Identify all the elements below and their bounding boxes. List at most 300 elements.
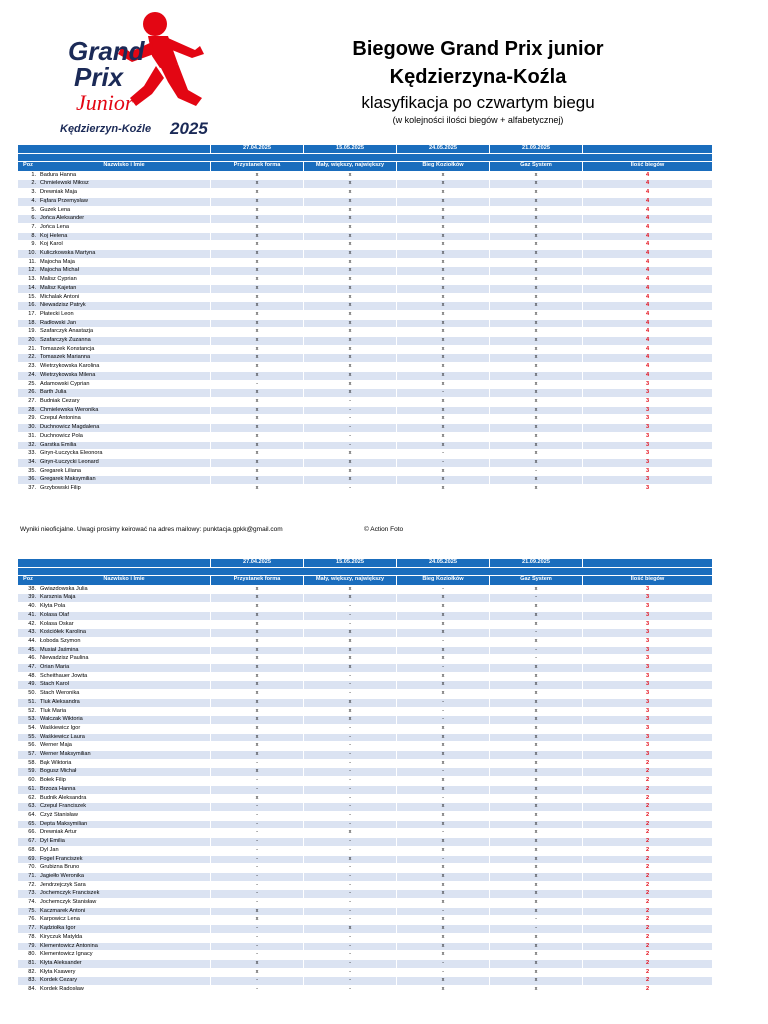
race-mark-cell: - xyxy=(397,664,489,673)
table-row xyxy=(18,959,712,968)
race-mark-cell: - xyxy=(211,855,303,864)
race-mark-cell: x xyxy=(304,180,396,189)
race-mark-cell: x xyxy=(490,415,582,424)
race-mark-cell: x xyxy=(397,380,489,389)
race-mark-cell: x xyxy=(304,171,396,180)
race-mark-cell: x xyxy=(211,241,303,250)
race-count-cell: 4 xyxy=(583,319,712,328)
name-cell: Dyl Jan xyxy=(38,846,210,855)
table-row xyxy=(18,345,712,354)
table-row xyxy=(18,899,712,908)
table-row xyxy=(18,476,712,485)
race-count-cell: 3 xyxy=(583,637,712,646)
race-count-cell: 4 xyxy=(583,241,712,250)
position-cell: 36. xyxy=(18,476,38,485)
race-mark-cell: x xyxy=(490,811,582,820)
race-count-cell: 3 xyxy=(583,742,712,751)
date-band-empty xyxy=(18,559,38,568)
race-mark-cell: x xyxy=(304,206,396,215)
column-header-row xyxy=(18,161,712,171)
col-header-race: Bieg Koziołków xyxy=(397,575,489,585)
race-count-cell: 2 xyxy=(583,916,712,925)
name-cell: Koj Helena xyxy=(38,232,210,241)
race-count-cell: 4 xyxy=(583,293,712,302)
position-cell: 54. xyxy=(18,724,38,733)
name-cell: Budniak Cezary xyxy=(38,397,210,406)
race-mark-cell: x xyxy=(490,406,582,415)
race-count-cell: 4 xyxy=(583,363,712,372)
table-row xyxy=(18,603,712,612)
name-cell: Chmielewski Miłosz xyxy=(38,180,210,189)
race-mark-cell: x xyxy=(211,197,303,206)
sort-note: (w kolejności ilości biegów + alfabetycznej) xyxy=(392,115,564,125)
race-mark-cell: x xyxy=(490,742,582,751)
race-mark-cell: x xyxy=(490,585,582,594)
race-mark-cell: x xyxy=(304,467,396,476)
race-count-cell: 3 xyxy=(583,751,712,760)
race-count-cell: 3 xyxy=(583,655,712,664)
race-mark-cell: x xyxy=(304,258,396,267)
race-count-cell: 3 xyxy=(583,664,712,673)
table-row xyxy=(18,768,712,777)
date-band-row xyxy=(18,559,712,568)
race-mark-cell: x xyxy=(211,476,303,485)
race-mark-cell: x xyxy=(304,476,396,485)
race-mark-cell: - xyxy=(304,759,396,768)
race-mark-cell: x xyxy=(211,629,303,638)
position-cell: 68. xyxy=(18,846,38,855)
table-row xyxy=(18,707,712,716)
race-mark-cell: x xyxy=(397,690,489,699)
race-mark-cell: x xyxy=(490,328,582,337)
name-cell: Kordek Cezary xyxy=(38,977,210,986)
position-cell: 18. xyxy=(18,319,38,328)
race-mark-cell: x xyxy=(490,933,582,942)
position-cell: 45. xyxy=(18,646,38,655)
position-cell: 84. xyxy=(18,986,38,994)
race-mark-cell: - xyxy=(490,629,582,638)
race-mark-cell: x xyxy=(397,881,489,890)
position-cell: 24. xyxy=(18,371,38,380)
race-mark-cell: x xyxy=(304,250,396,259)
race-mark-cell: - xyxy=(304,864,396,873)
race-mark-cell: x xyxy=(211,223,303,232)
name-cell: Dyl Emilia xyxy=(38,838,210,847)
race-mark-cell: x xyxy=(490,794,582,803)
race-count-cell: 3 xyxy=(583,620,712,629)
race-mark-cell: - xyxy=(304,846,396,855)
race-mark-cell: x xyxy=(211,742,303,751)
name-cell: Wietrzykowska Karolina xyxy=(38,363,210,372)
position-cell: 63. xyxy=(18,803,38,812)
table-row xyxy=(18,432,712,441)
race-mark-cell: - xyxy=(304,742,396,751)
race-count-cell: 3 xyxy=(583,707,712,716)
table-row xyxy=(18,933,712,942)
race-count-cell: 2 xyxy=(583,951,712,960)
race-mark-cell: x xyxy=(211,250,303,259)
race-mark-cell: x xyxy=(211,585,303,594)
table-row xyxy=(18,855,712,864)
race-mark-cell: x xyxy=(397,276,489,285)
race-mark-cell: x xyxy=(490,959,582,968)
position-cell: 50. xyxy=(18,690,38,699)
race-count-cell: 4 xyxy=(583,284,712,293)
race-mark-cell: x xyxy=(397,189,489,198)
position-cell: 66. xyxy=(18,829,38,838)
race-mark-cell: x xyxy=(211,724,303,733)
header-spacer-cell xyxy=(38,153,210,161)
table-row xyxy=(18,942,712,951)
race-count-cell: 2 xyxy=(583,794,712,803)
name-cell: Duchnowicz Pola xyxy=(38,432,210,441)
race-count-cell: 4 xyxy=(583,250,712,259)
race-mark-cell: x xyxy=(211,959,303,968)
name-cell: Koj Karol xyxy=(38,241,210,250)
table-row xyxy=(18,829,712,838)
header-spacer-row xyxy=(18,567,712,575)
race-mark-cell: x xyxy=(490,820,582,829)
race-mark-cell: x xyxy=(211,690,303,699)
race-mark-cell: - xyxy=(397,855,489,864)
race-count-cell: 2 xyxy=(583,864,712,873)
race-count-cell: 3 xyxy=(583,629,712,638)
race-mark-cell: x xyxy=(211,664,303,673)
race-mark-cell: - xyxy=(490,646,582,655)
name-cell: Orian Maria xyxy=(38,664,210,673)
race-mark-cell: - xyxy=(211,925,303,934)
race-mark-cell: x xyxy=(304,363,396,372)
race-mark-cell: x xyxy=(304,232,396,241)
race-mark-cell: x xyxy=(211,424,303,433)
table-row xyxy=(18,977,712,986)
position-cell: 61. xyxy=(18,785,38,794)
race-mark-cell: x xyxy=(304,328,396,337)
race-count-cell: 2 xyxy=(583,855,712,864)
race-mark-cell: x xyxy=(397,363,489,372)
position-cell: 21. xyxy=(18,345,38,354)
race-mark-cell: x xyxy=(490,310,582,319)
race-mark-cell: x xyxy=(490,232,582,241)
position-cell: 23. xyxy=(18,363,38,372)
race-count-cell: 3 xyxy=(583,397,712,406)
table-row xyxy=(18,406,712,415)
col-header-race: Mały, większy, największy xyxy=(304,575,396,585)
logo-grand: Grand xyxy=(68,36,145,66)
table-row xyxy=(18,585,712,594)
table-row xyxy=(18,890,712,899)
name-cell: Kłyta Ksawery xyxy=(38,968,210,977)
race-mark-cell: x xyxy=(490,872,582,881)
race-mark-cell: x xyxy=(490,768,582,777)
table-row xyxy=(18,485,712,493)
table-row xyxy=(18,698,712,707)
race-count-cell: 3 xyxy=(583,698,712,707)
position-cell: 80. xyxy=(18,951,38,960)
race-mark-cell: x xyxy=(211,293,303,302)
title-line1: Biegowe Grand Prix junior xyxy=(352,38,604,60)
race-mark-cell: x xyxy=(397,724,489,733)
results-table-part2 xyxy=(18,558,712,994)
col-header-race: Przystanek forma xyxy=(211,161,303,171)
position-cell: 48. xyxy=(18,672,38,681)
name-cell: Niewadzisz Patryk xyxy=(38,302,210,311)
race-count-cell: 3 xyxy=(583,458,712,467)
results-table-body xyxy=(18,559,712,994)
header-spacer-cell xyxy=(211,567,303,575)
race-mark-cell: x xyxy=(490,899,582,908)
race-mark-cell: x xyxy=(490,603,582,612)
race-mark-cell: x xyxy=(397,838,489,847)
race-count-cell: 2 xyxy=(583,959,712,968)
race-mark-cell: - xyxy=(304,907,396,916)
race-mark-cell: x xyxy=(397,258,489,267)
date-band-empty xyxy=(583,145,712,154)
race-mark-cell: x xyxy=(490,354,582,363)
race-mark-cell: - xyxy=(490,916,582,925)
position-cell: 41. xyxy=(18,611,38,620)
table-row xyxy=(18,777,712,786)
race-mark-cell: x xyxy=(304,655,396,664)
race-mark-cell: x xyxy=(397,986,489,994)
race-mark-cell: - xyxy=(304,951,396,960)
race-mark-cell: x xyxy=(211,698,303,707)
race-mark-cell: x xyxy=(490,276,582,285)
name-cell: Jońca Lena xyxy=(38,223,210,232)
logo-junior: Junior xyxy=(76,90,134,115)
race-count-cell: 4 xyxy=(583,206,712,215)
race-mark-cell: x xyxy=(397,371,489,380)
race-mark-cell: - xyxy=(304,611,396,620)
race-mark-cell: x xyxy=(397,751,489,760)
race-mark-cell: x xyxy=(490,380,582,389)
race-mark-cell: x xyxy=(490,284,582,293)
position-cell: 22. xyxy=(18,354,38,363)
race-date: 21.09.2025 xyxy=(490,145,582,154)
header-spacer-cell xyxy=(490,153,582,161)
race-mark-cell: x xyxy=(397,432,489,441)
race-mark-cell: - xyxy=(397,829,489,838)
race-mark-cell: - xyxy=(211,829,303,838)
name-cell: Bołek Filip xyxy=(38,777,210,786)
position-cell: 34. xyxy=(18,458,38,467)
header-spacer-cell xyxy=(583,153,712,161)
race-mark-cell: x xyxy=(490,371,582,380)
table-row xyxy=(18,846,712,855)
race-mark-cell: x xyxy=(211,310,303,319)
race-mark-cell: - xyxy=(304,441,396,450)
race-mark-cell: x xyxy=(397,310,489,319)
race-mark-cell: - xyxy=(490,925,582,934)
race-mark-cell: x xyxy=(304,354,396,363)
race-count-cell: 2 xyxy=(583,820,712,829)
name-cell: Badura Hanna xyxy=(38,171,210,180)
race-mark-cell: x xyxy=(211,467,303,476)
race-mark-cell: - xyxy=(211,864,303,873)
name-cell: Waśkiewicz Igor xyxy=(38,724,210,733)
race-mark-cell: x xyxy=(490,977,582,986)
name-cell: Drewniak Maja xyxy=(38,189,210,198)
race-count-cell: 4 xyxy=(583,371,712,380)
logo-prix: Prix xyxy=(74,62,124,92)
position-cell: 8. xyxy=(18,232,38,241)
race-mark-cell: - xyxy=(304,838,396,847)
race-mark-cell: x xyxy=(211,258,303,267)
race-mark-cell: - xyxy=(304,681,396,690)
race-count-cell: 3 xyxy=(583,450,712,459)
race-mark-cell: x xyxy=(304,223,396,232)
race-mark-cell: x xyxy=(211,284,303,293)
race-mark-cell: x xyxy=(490,968,582,977)
race-count-cell: 3 xyxy=(583,424,712,433)
table-row xyxy=(18,171,712,180)
table-row xyxy=(18,389,712,398)
race-mark-cell: - xyxy=(304,768,396,777)
table-row xyxy=(18,180,712,189)
race-mark-cell: x xyxy=(211,232,303,241)
position-cell: 59. xyxy=(18,768,38,777)
race-mark-cell: - xyxy=(211,986,303,994)
table-row xyxy=(18,811,712,820)
race-count-cell: 2 xyxy=(583,925,712,934)
race-count-cell: 3 xyxy=(583,611,712,620)
table-row xyxy=(18,690,712,699)
title-line2: Kędzierzyna-Koźla xyxy=(389,66,567,88)
race-count-cell: 3 xyxy=(583,485,712,493)
race-mark-cell: x xyxy=(211,794,303,803)
race-count-cell: 4 xyxy=(583,310,712,319)
race-mark-cell: x xyxy=(304,450,396,459)
table-row xyxy=(18,371,712,380)
race-mark-cell: x xyxy=(211,768,303,777)
race-mark-cell: x xyxy=(490,864,582,873)
header-spacer-cell xyxy=(397,567,489,575)
race-count-cell: 4 xyxy=(583,354,712,363)
race-count-cell: 4 xyxy=(583,337,712,346)
race-count-cell: 2 xyxy=(583,768,712,777)
race-mark-cell: - xyxy=(304,724,396,733)
race-mark-cell: - xyxy=(211,759,303,768)
date-band-row xyxy=(18,145,712,154)
race-mark-cell: x xyxy=(397,629,489,638)
table-row xyxy=(18,968,712,977)
race-mark-cell: x xyxy=(397,354,489,363)
position-cell: 20. xyxy=(18,337,38,346)
race-mark-cell: x xyxy=(490,302,582,311)
race-mark-cell: - xyxy=(211,811,303,820)
race-mark-cell: x xyxy=(490,363,582,372)
race-mark-cell: x xyxy=(490,664,582,673)
table-row xyxy=(18,594,712,603)
race-mark-cell: x xyxy=(397,302,489,311)
name-cell: Chmielewska Weronika xyxy=(38,406,210,415)
race-mark-cell: - xyxy=(304,811,396,820)
race-mark-cell: x xyxy=(397,872,489,881)
race-mark-cell: x xyxy=(304,371,396,380)
race-mark-cell: x xyxy=(304,310,396,319)
position-cell: 64. xyxy=(18,811,38,820)
race-mark-cell: - xyxy=(304,916,396,925)
race-mark-cell: x xyxy=(490,707,582,716)
race-mark-cell: x xyxy=(397,197,489,206)
race-mark-cell: x xyxy=(397,820,489,829)
race-mark-cell: x xyxy=(304,698,396,707)
race-mark-cell: x xyxy=(397,319,489,328)
unofficial-results-note: Wyniki nieoficjalne. Uwagi prosimy keirować na adres mailowy: punktacja.gpkk@gmail.com xyxy=(20,526,283,533)
race-count-cell: 2 xyxy=(583,986,712,994)
race-mark-cell: x xyxy=(397,672,489,681)
col-header-name: Nazwisko i Imie xyxy=(38,575,210,585)
position-cell: 28. xyxy=(18,406,38,415)
race-mark-cell: x xyxy=(304,925,396,934)
race-mark-cell: - xyxy=(397,959,489,968)
name-cell: Czyż Stanisław xyxy=(38,811,210,820)
title-block xyxy=(300,36,656,126)
position-cell: 11. xyxy=(18,258,38,267)
race-mark-cell: x xyxy=(490,476,582,485)
race-mark-cell: x xyxy=(211,337,303,346)
race-mark-cell: - xyxy=(211,803,303,812)
position-cell: 7. xyxy=(18,223,38,232)
position-cell: 57. xyxy=(18,751,38,760)
race-mark-cell: - xyxy=(304,751,396,760)
race-mark-cell: x xyxy=(397,424,489,433)
race-mark-cell: - xyxy=(304,872,396,881)
race-mark-cell: x xyxy=(211,363,303,372)
race-count-cell: 2 xyxy=(583,811,712,820)
race-count-cell: 2 xyxy=(583,907,712,916)
race-mark-cell: x xyxy=(397,284,489,293)
race-mark-cell: x xyxy=(211,716,303,725)
race-mark-cell: x xyxy=(490,197,582,206)
table-row xyxy=(18,441,712,450)
race-mark-cell: x xyxy=(490,620,582,629)
race-mark-cell: - xyxy=(304,881,396,890)
position-cell: 55. xyxy=(18,733,38,742)
race-mark-cell: x xyxy=(211,267,303,276)
table-row xyxy=(18,337,712,346)
race-mark-cell: x xyxy=(490,803,582,812)
name-cell: Tomaszek Marianna xyxy=(38,354,210,363)
race-mark-cell: x xyxy=(397,846,489,855)
race-mark-cell: x xyxy=(211,406,303,415)
race-mark-cell: x xyxy=(211,603,303,612)
header-spacer-cell xyxy=(490,567,582,575)
table-row xyxy=(18,302,712,311)
position-cell: 58. xyxy=(18,759,38,768)
race-count-cell: 3 xyxy=(583,716,712,725)
name-cell: Brzoza Hanna xyxy=(38,785,210,794)
race-mark-cell: x xyxy=(304,646,396,655)
position-cell: 5. xyxy=(18,206,38,215)
race-mark-cell: - xyxy=(304,603,396,612)
race-mark-cell: x xyxy=(490,951,582,960)
race-mark-cell: x xyxy=(490,733,582,742)
race-count-cell: 4 xyxy=(583,276,712,285)
header-spacer-cell xyxy=(18,567,38,575)
col-header-count: Ilość biegów xyxy=(583,575,712,585)
race-count-cell: 2 xyxy=(583,872,712,881)
race-count-cell: 2 xyxy=(583,968,712,977)
name-cell: Majocha Maja xyxy=(38,258,210,267)
name-cell: Jendrzejczyk Sara xyxy=(38,881,210,890)
table-row xyxy=(18,223,712,232)
race-mark-cell: x xyxy=(490,345,582,354)
race-mark-cell: x xyxy=(211,415,303,424)
race-mark-cell: x xyxy=(397,620,489,629)
race-mark-cell: x xyxy=(211,594,303,603)
race-mark-cell: x xyxy=(304,664,396,673)
